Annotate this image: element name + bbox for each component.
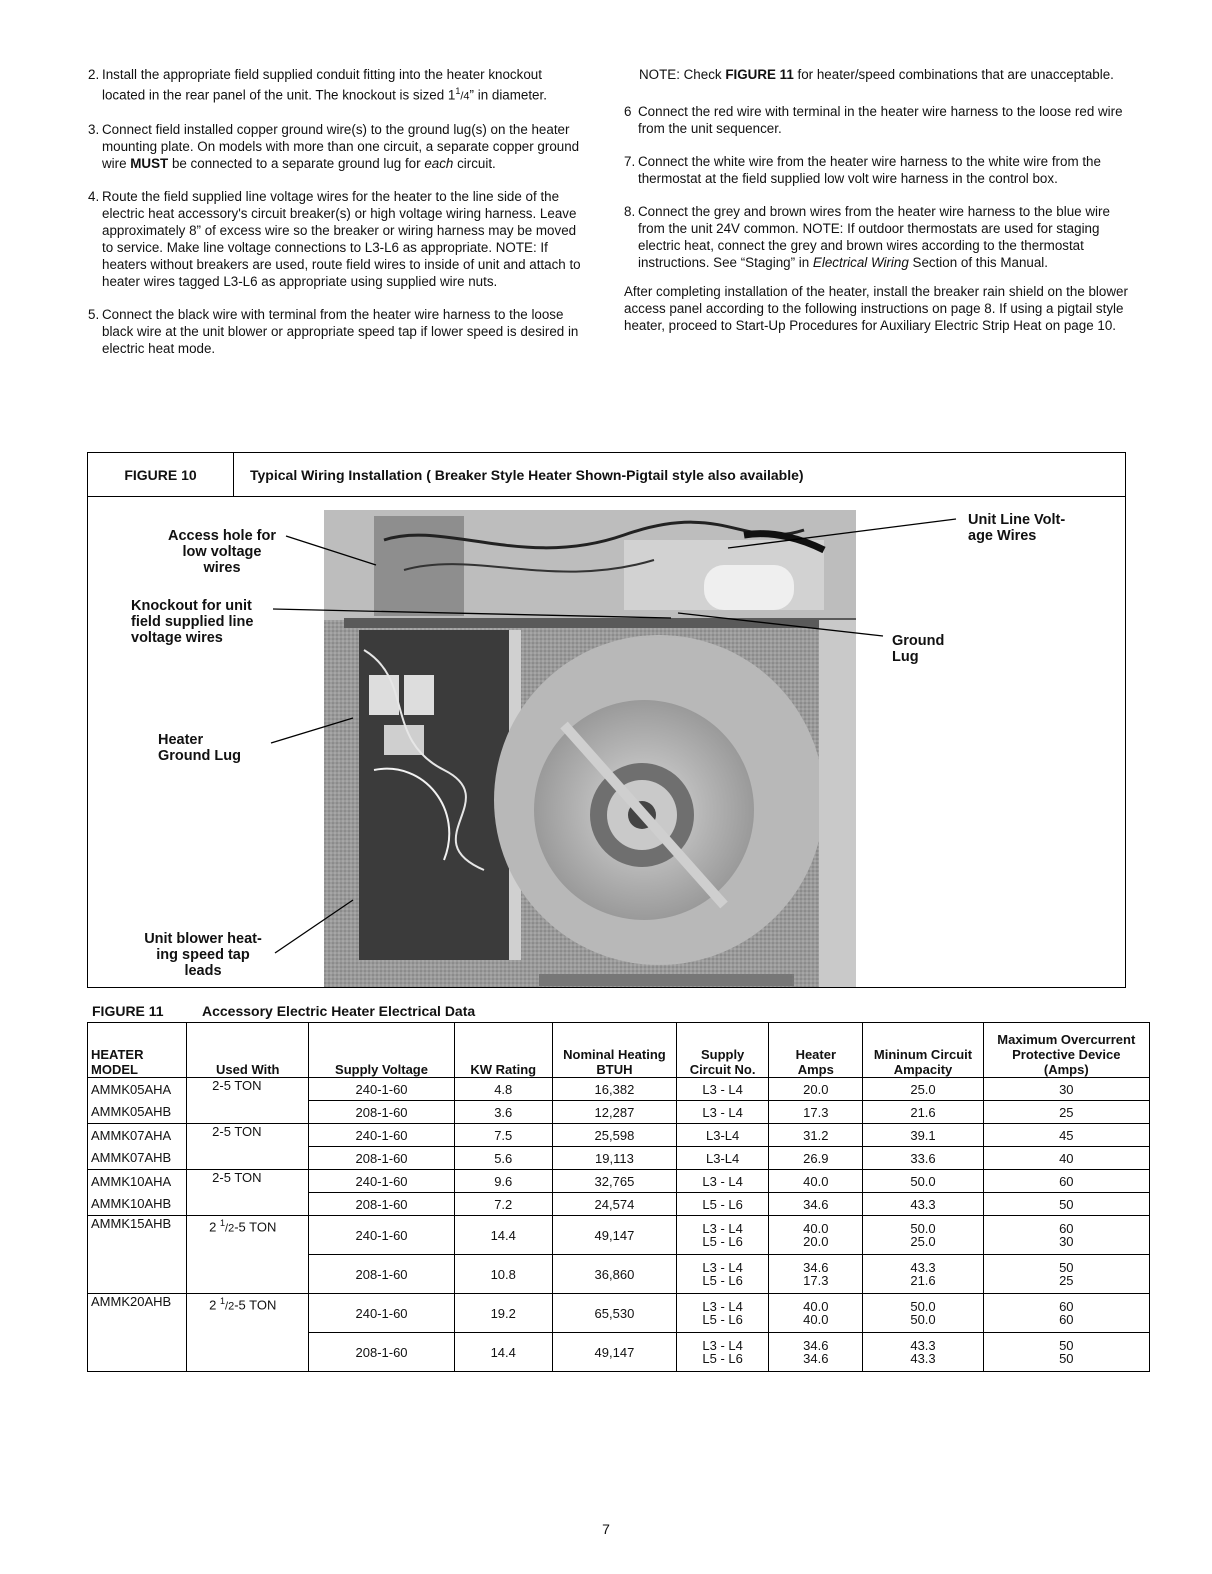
header-used-with: Used With — [187, 1023, 309, 1078]
table-row: 208-1-60 14.4 49,147 L3 - L4 L5 - L6 34.6 34.6 43.3 43.3 50 50 — [88, 1333, 1150, 1372]
table-header-row — [88, 1023, 1150, 1078]
header-protective-device: Maximum Overcurrent Protective Device (Amps) — [983, 1023, 1149, 1078]
header-model: HEATER MODEL — [88, 1023, 187, 1078]
table-row: 208-1-60 10.8 36,860 L3 - L4 L5 - L6 34.6 17.3 43.3 21.6 50 25 — [88, 1255, 1150, 1294]
step-4: 4. Route the field supplied line voltage wires for the heater to the line side of the electric heat accessory's circuit breaker(s) or high voltage wiring harness. Leave approximately 8” of excess wire so the breaker or wiring harness may be moved to service. Make line voltage connections to L3-L6 as appropriate. NOTE: If heaters without breakers are used, route field wires to inside of unit and attach to heater wires tagged L3-L6 as appropriate using supplied wire nuts. — [88, 189, 581, 290]
table-row: AMMK15AHB 2 $^1$/2-5 TON 240-1-60 14.4 49,147 L3 - L4 L5 - L6 40.0 20.0 50.0 25.0 60 30 — [88, 1216, 1150, 1255]
callout-blower-speed-tap: Unit blower heat- ing speed tap leads — [144, 931, 262, 979]
callout-ground-lug: Ground Lug — [892, 633, 945, 665]
callout-knockout: Knockout for unit field supplied line voltage wires — [131, 598, 254, 646]
header-heater-amps: Heater Amps — [769, 1023, 863, 1078]
heater-electrical-data-table — [87, 1022, 1150, 1372]
figure-10-label: FIGURE 10 — [88, 453, 234, 496]
table-row: AMMK10AHA 2-5 TON 240-1-60 9.6 32,765 L3 - L4 40.0 50.0 60 — [88, 1170, 1150, 1193]
figure-10 — [87, 452, 1126, 988]
table-row: AMMK05AHA 2-5 TON 240-1-60 4.8 16,382 L3 - L4 20.0 25.0 30 — [88, 1078, 1150, 1101]
page-number: 7 — [602, 1521, 610, 1537]
header-ampacity: Mininum Circuit Ampacity — [863, 1023, 983, 1078]
header-circuit: Supply Circuit No. — [677, 1023, 769, 1078]
table-row: AMMK05AHB 208-1-60 3.6 12,287 L3 - L4 17.3 21.6 25 — [88, 1101, 1150, 1124]
figure-11-caption: FIGURE 11 Accessory Electric Heater Electrical Data — [92, 1003, 476, 1019]
step-5: 5. Connect the black wire with terminal from the heater wire harness to the loose black wire at the unit blower or appropriate speed tap if lower speed is desired in electric heat mode. — [88, 307, 579, 357]
step-8: 8. Connect the grey and brown wires from the heater wire harness to the blue wire from the unit 24V common. NOTE: If outdoor thermostats are used for staging electric heat, connect the grey and brown wires according to the thermostat instructions. See “Staging” in Electrical Wiring Section of this Manual. — [624, 204, 1110, 270]
callout-heater-ground-lug: Heater Ground Lug — [158, 732, 241, 764]
step-2: 2. Install the appropriate field supplied conduit fitting into the heater knockout located in the rear panel of the unit. The knockout is sized $1^1/4$” in diameter. — [88, 67, 547, 103]
table-row: AMMK07AHA 2-5 TON 240-1-60 7.5 25,598 L3-L4 31.2 39.1 45 — [88, 1124, 1150, 1147]
table-row: AMMK07AHB 208-1-60 5.6 19,113 L3-L4 26.9 33.6 40 — [88, 1147, 1150, 1170]
header-supply-voltage: Supply Voltage — [309, 1023, 454, 1078]
figure-10-title: Typical Wiring Installation ( Breaker Style Heater Shown-Pigtail style also available) — [250, 466, 804, 483]
callout-access-hole: Access hole for low voltage wires — [168, 528, 276, 576]
left-column — [88, 66, 588, 373]
table-row: AMMK10AHB 208-1-60 7.2 24,574 L5 - L6 34.6 43.3 50 — [88, 1193, 1150, 1216]
header-btuh: Nominal Heating BTUH — [552, 1023, 676, 1078]
header-kw-rating: KW Rating — [454, 1023, 552, 1078]
step-3: 3. Connect field installed copper ground wire(s) to the ground lug(s) on the heater mounting plate. On models with more than one circuit, a separate copper ground wire MUST be connected to a separate ground lug for each circuit. — [88, 122, 580, 172]
after-install-paragraph: After completing installation of the heater, install the breaker rain shield on the blower access panel according to the following instructions on page 8. If using a pigtail style heater, proceed to Start-Up Procedures for Auxiliary Electric Strip Heat on page 10. — [624, 284, 1128, 333]
step-7: 7. Connect the white wire from the heater wire harness to the white wire from the thermostat at the field supplied low volt wire harness in the control box. — [624, 154, 1101, 186]
table-row: AMMK20AHB 2 $^1$/2-5 TON 240-1-60 19.2 65,530 L3 - L4 L5 - L6 40.0 40.0 50.0 50.0 60 60 — [88, 1294, 1150, 1333]
step-6: 6 Connect the red wire with terminal in the heater wire harness to the loose red wire from the unit sequencer. — [624, 104, 1123, 136]
note: NOTE: Check FIGURE 11 for heater/speed combinations that are unacceptable. — [639, 67, 1114, 82]
callout-unit-line-voltage: Unit Line Volt- age Wires — [968, 512, 1066, 544]
right-column — [624, 66, 1129, 350]
